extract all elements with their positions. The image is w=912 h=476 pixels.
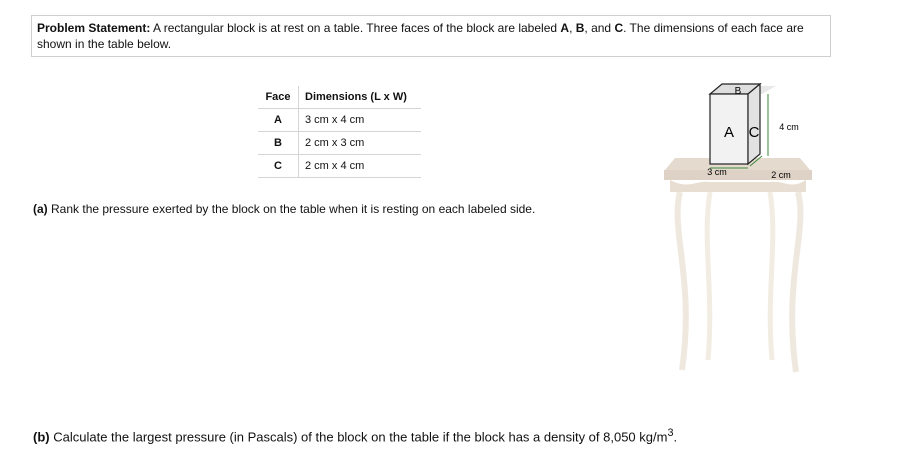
table-cell-dims: 3 cm x 4 cm (299, 109, 422, 132)
table-header-row (258, 86, 421, 109)
table-row (258, 132, 421, 155)
dim-length-label: 3 cm (707, 167, 727, 177)
problem-sep-2: , and (584, 21, 615, 35)
problem-text-1: A rectangular block is at rest on a table. Three faces of the block are labeled (150, 21, 561, 35)
dim-width-label: 2 cm (771, 170, 791, 180)
table-cell-face: B (258, 132, 299, 155)
face-c-label: C (748, 124, 760, 141)
problem-text-2: . The dimensions of each face are shown in the table below. (37, 21, 804, 51)
question-b-end: . (673, 429, 678, 445)
question-a-text: Rank the pressure exerted by the block on the table when it is resting on each labeled side. (47, 202, 536, 216)
table-header-face: Face (258, 86, 299, 109)
question-b-text: Calculate the largest pressure (in Pascals) of the block on the table if the block has a density of 8,050 kg/m (49, 429, 668, 445)
problem-label: Problem Statement: (37, 21, 151, 35)
question-b-superscript: 3 (667, 427, 674, 439)
problem-statement (31, 15, 831, 57)
table-row (258, 155, 421, 178)
table-header-dimensions: Dimensions (L x W) (299, 86, 422, 109)
question-b-label: (b) (33, 429, 50, 445)
problem-sep-1: , (569, 21, 576, 35)
table-cell-dims: 2 cm x 4 cm (299, 155, 422, 178)
dim-height-label: 4 cm (779, 122, 799, 132)
table-cell-face: A (258, 109, 299, 132)
block-table-illustration (650, 80, 830, 380)
block-on-table-figure (650, 80, 830, 380)
dimensions-table (258, 86, 421, 178)
face-a-label: A (723, 124, 735, 141)
table-row (258, 109, 421, 132)
question-a-label: (a) (33, 202, 48, 216)
problem-face-c: C (614, 21, 624, 35)
problem-face-b: B (575, 21, 585, 35)
table-cell-face: C (258, 155, 299, 178)
question-b (33, 425, 733, 445)
question-a (33, 202, 535, 216)
problem-face-a: A (560, 21, 570, 35)
table-cell-dims: 2 cm x 3 cm (299, 132, 422, 155)
face-b-label: B (734, 86, 742, 97)
table-illustration (664, 158, 812, 372)
